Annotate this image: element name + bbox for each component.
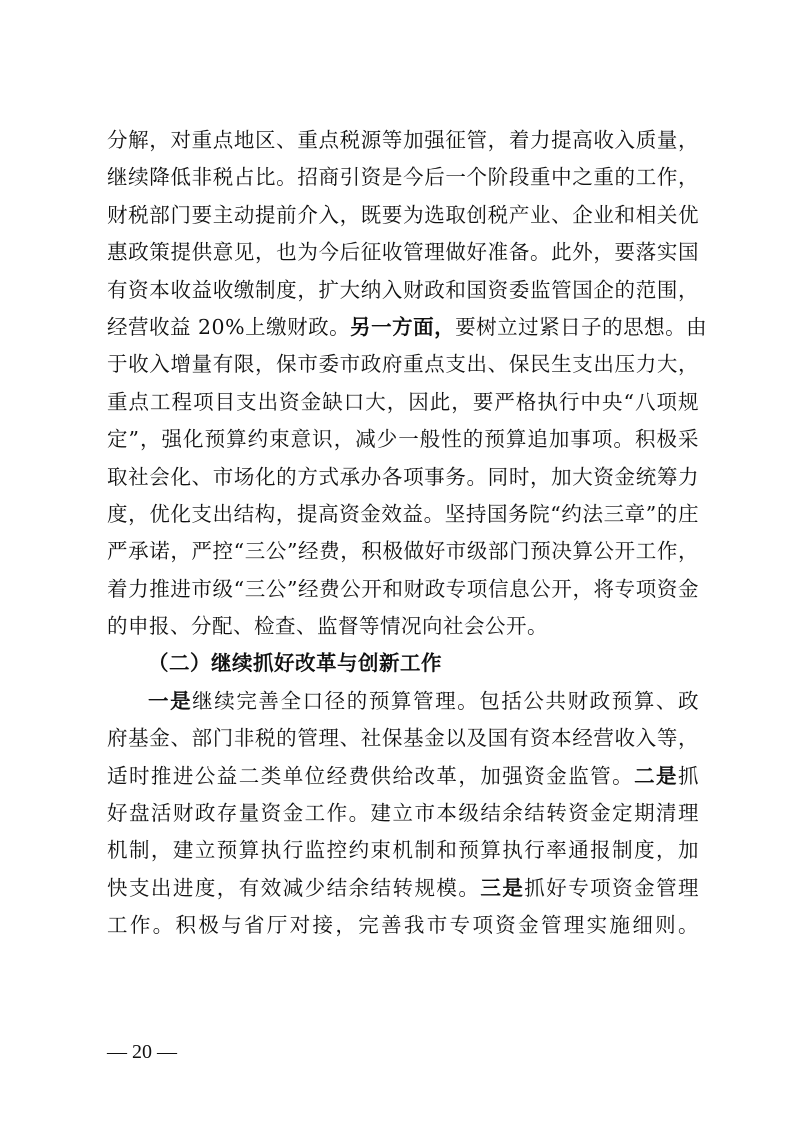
text-span: 适时推进公益二类单位经费供给改革，加强资金监管。 <box>107 763 635 788</box>
paragraph-fiscal-revenue <box>107 122 708 645</box>
text-span: 快支出进度，有效减少结余结转规模。 <box>107 875 481 900</box>
text-line <box>107 683 699 720</box>
emphasis-text: 另一方面， <box>350 314 456 339</box>
text-line <box>107 758 699 795</box>
text-line <box>107 870 699 907</box>
text-span: 抓 <box>678 763 700 788</box>
document-body <box>107 122 708 945</box>
text-span: 抓好专项资金管理 <box>524 875 700 900</box>
text-span: 要树立过紧日子的思想。由 <box>455 314 708 339</box>
text-span: 经营收益 20%上缴财政。 <box>107 314 351 339</box>
text-line: 好盘活财政存量资金工作。建立市本级结余结转资金定期清理 <box>107 801 699 826</box>
text-line: 重点工程项目支出资金缺口大，因此，要严格执行中央“八项规 <box>107 389 699 414</box>
emphasis-text: 三是 <box>480 875 525 900</box>
text-line: 有资本收益收缴制度，扩大纳入财政和国资委监管国企的范围， <box>107 277 699 302</box>
text-line: 机制，建立预算执行监控约束机制和预算执行率通报制度，加 <box>107 838 699 863</box>
text-line: 定”，强化预算约束意识，减少一般性的预算追加事项。积极采 <box>107 427 699 452</box>
text-line: 取社会化、市场化的方式承办各项事务。同时，加大资金统筹力 <box>107 464 699 489</box>
text-line: 财税部门要主动提前介入，既要为选取创税产业、企业和相关优 <box>107 202 699 227</box>
emphasis-text: 二是 <box>634 763 679 788</box>
text-line: 工作。积极与省厅对接，完善我市专项资金管理实施细则。 <box>107 913 699 938</box>
text-line: 分解，对重点地区、重点税源等加强征管，着力提高收入质量， <box>107 128 699 152</box>
text-line: 度，优化支出结构，提高资金效益。坚持国务院“约法三章”的庄 <box>107 501 699 526</box>
page-number: — 20 — <box>107 1041 177 1063</box>
text-line <box>107 309 708 346</box>
text-line: 着力推进市级“三公”经费公开和财政专项信息公开，将专项资金 <box>107 576 699 601</box>
section-heading: （二）继续抓好改革与创新工作 <box>148 651 442 676</box>
paragraph-reform <box>107 683 699 945</box>
text-line: 的申报、分配、检查、监督等情况向社会公开。 <box>107 614 548 639</box>
emphasis-text: 一是 <box>148 688 193 713</box>
text-line: 于收入增量有限，保市委市政府重点支出、保民生支出压力大， <box>107 352 699 377</box>
text-line: 惠政策提供意见，也为今后征收管理做好准备。此外，要落实国 <box>107 240 699 265</box>
text-line: 严承诺，严控“三公”经费，积极做好市级部门预决算公开工作， <box>107 539 699 564</box>
text-span: 继续完善全口径的预算管理。包括公共财政预算、政 <box>192 688 700 713</box>
text-line: 继续降低非税占比。招商引资是今后一个阶段重中之重的工作， <box>107 165 699 190</box>
text-line: 府基金、部门非税的管理、社保基金以及国有资本经营收入等， <box>107 726 699 751</box>
